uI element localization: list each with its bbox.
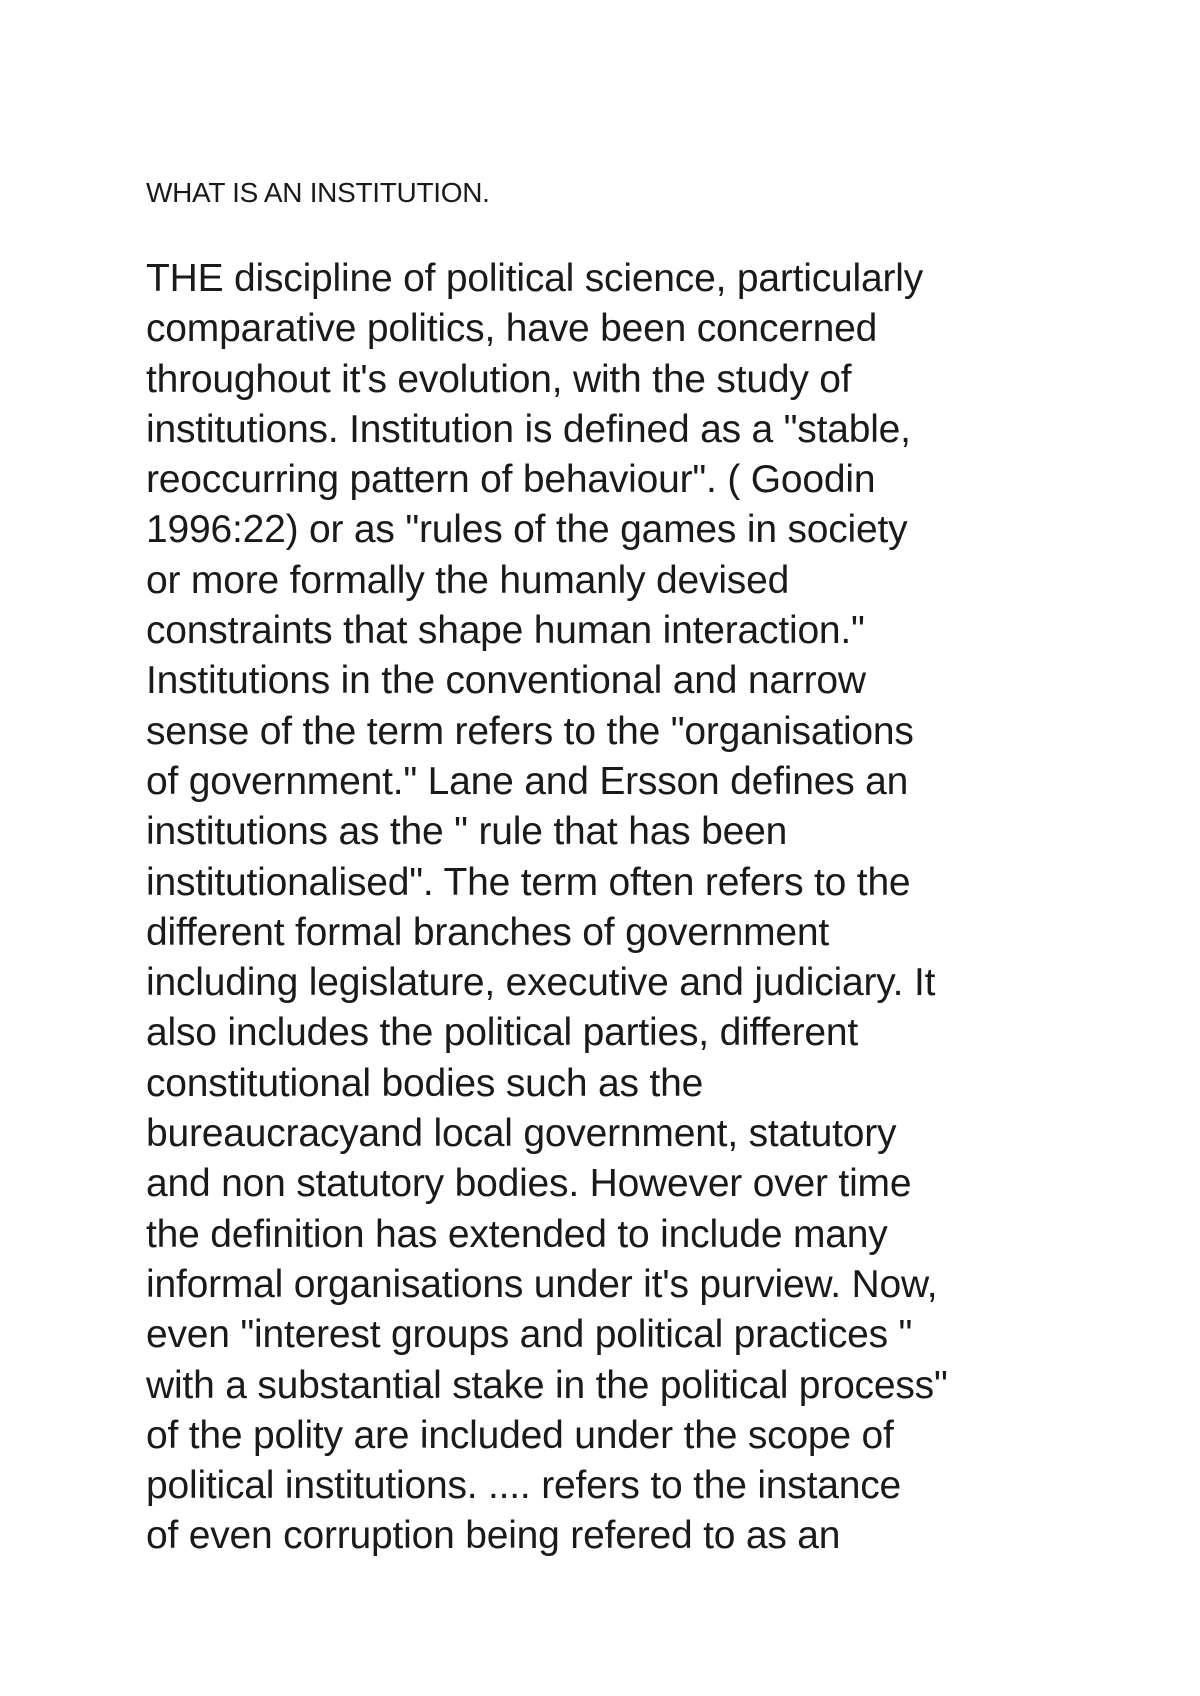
body-line: comparative politics, have been concerned xyxy=(146,307,878,351)
body-line: with a substantial stake in the political process" xyxy=(146,1363,948,1407)
body-line: including legislature, executive and judiciary. It xyxy=(146,961,936,1005)
body-line: even "interest groups and political practices " xyxy=(146,1313,913,1357)
body-line: of the polity are included under the scope of xyxy=(146,1413,894,1457)
body-line: the definition has extended to include many xyxy=(146,1212,888,1256)
body-line: different formal branches of government xyxy=(146,910,830,954)
body-line: throughout it's evolution, with the study of xyxy=(146,357,852,401)
body-line: of government." Lane and Ersson defines an xyxy=(146,759,909,803)
body-line: constitutional bodies such as the xyxy=(146,1061,704,1105)
body-line: Institutions in the conventional and narrow xyxy=(146,659,866,703)
body-line: political institutions. .... refers to the instance xyxy=(146,1464,902,1508)
body-line: 1996:22) or as "rules of the games in society xyxy=(146,508,908,552)
body-line: also includes the political parties, different xyxy=(146,1011,858,1055)
body-line: of even corruption being refered to as an xyxy=(146,1514,841,1558)
body-line: reoccurring pattern of behaviour". ( Goodin xyxy=(146,458,876,502)
body-line: institutions as the " rule that has been xyxy=(146,810,788,854)
body-line: THE discipline of political science, particularly xyxy=(146,257,924,300)
body-line: constraints that shape human interaction." xyxy=(146,609,865,653)
document-body xyxy=(146,254,1106,1562)
body-line: or more formally the humanly devised xyxy=(146,558,790,602)
body-line: informal organisations under it's purview. Now, xyxy=(146,1262,938,1306)
document-heading: WHAT IS AN INSTITUTION. xyxy=(146,177,490,208)
body-line: institutions. Institution is defined as a "stable, xyxy=(146,407,911,451)
body-line: institutionalised". The term often refers to the xyxy=(146,860,911,904)
body-line: bureaucracyand local government, statutory xyxy=(146,1112,897,1156)
body-line: sense of the term refers to the "organisations xyxy=(146,709,914,753)
body-line: and non statutory bodies. However over time xyxy=(146,1162,912,1206)
